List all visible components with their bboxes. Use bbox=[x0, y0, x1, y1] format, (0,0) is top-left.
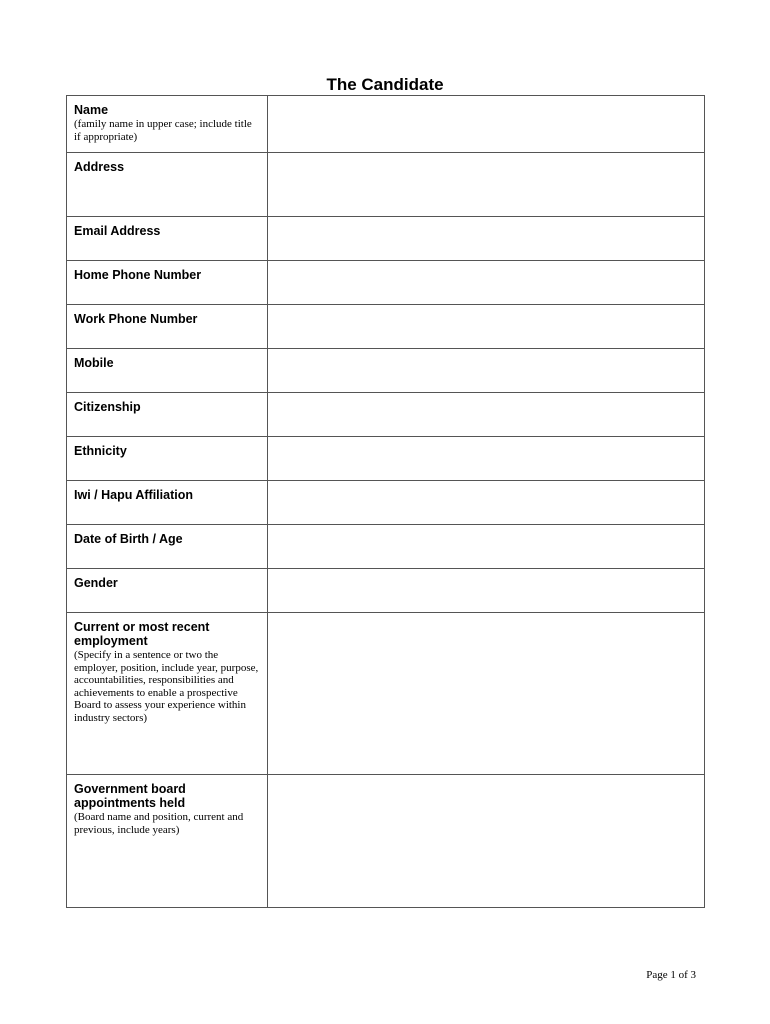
work-phone-label-cell bbox=[67, 305, 268, 349]
row-work-phone bbox=[67, 305, 705, 349]
field-label: Mobile bbox=[74, 356, 114, 370]
row-employment bbox=[67, 613, 705, 775]
gender-input-cell[interactable] bbox=[268, 569, 705, 613]
page-title: The Candidate bbox=[326, 75, 444, 94]
email-label-cell bbox=[67, 217, 268, 261]
row-address bbox=[67, 153, 705, 217]
field-label: Iwi / Hapu Affiliation bbox=[74, 488, 193, 502]
iwi-hapu-input-cell[interactable] bbox=[268, 481, 705, 525]
field-label: Work Phone Number bbox=[74, 312, 198, 326]
field-label: Government board appointments held bbox=[74, 782, 186, 810]
citizenship-input-cell[interactable] bbox=[268, 393, 705, 437]
field-label: Home Phone Number bbox=[74, 268, 202, 282]
date-of-birth-input-cell[interactable] bbox=[268, 525, 705, 569]
field-label: Name bbox=[74, 103, 109, 117]
field-label: Email Address bbox=[74, 224, 161, 238]
row-iwi-hapu bbox=[67, 481, 705, 525]
home-phone-input-cell[interactable] bbox=[268, 261, 705, 305]
field-label: Ethnicity bbox=[74, 444, 127, 458]
address-input-cell[interactable] bbox=[268, 153, 705, 217]
field-hint: (Board name and position, current and previous, include years) bbox=[74, 811, 244, 836]
board-appointments-input-cell[interactable] bbox=[268, 775, 705, 908]
address-label-cell bbox=[67, 153, 268, 217]
row-name bbox=[67, 96, 705, 153]
row-mobile bbox=[67, 349, 705, 393]
mobile-input-cell[interactable] bbox=[268, 349, 705, 393]
gender-label-cell bbox=[67, 569, 268, 613]
row-gender bbox=[67, 569, 705, 613]
row-home-phone bbox=[67, 261, 705, 305]
email-input-cell[interactable] bbox=[268, 217, 705, 261]
ethnicity-label-cell bbox=[67, 437, 268, 481]
date-of-birth-label-cell bbox=[67, 525, 268, 569]
field-hint: (Specify in a sentence or two the employer, position, include year, purpose, accountabilities, responsibilities and achievements to enable a prospective Board to assess your experience within industry sectors) bbox=[74, 649, 259, 724]
row-ethnicity bbox=[67, 437, 705, 481]
name-input-cell[interactable] bbox=[268, 96, 705, 153]
ethnicity-input-cell[interactable] bbox=[268, 437, 705, 481]
employment-label-cell bbox=[67, 613, 268, 775]
name-label-cell bbox=[67, 96, 268, 153]
work-phone-input-cell[interactable] bbox=[268, 305, 705, 349]
row-email bbox=[67, 217, 705, 261]
page-number: Page 1 of 3 bbox=[646, 969, 696, 981]
iwi-hapu-label-cell bbox=[67, 481, 268, 525]
field-label: Gender bbox=[74, 576, 118, 590]
candidate-form-table bbox=[66, 95, 705, 908]
employment-input-cell[interactable] bbox=[268, 613, 705, 775]
field-label: Current or most recent employment bbox=[74, 620, 210, 648]
row-board-appointments bbox=[67, 775, 705, 908]
citizenship-label-cell bbox=[67, 393, 268, 437]
board-appointments-label-cell bbox=[67, 775, 268, 908]
field-label: Date of Birth / Age bbox=[74, 532, 183, 546]
home-phone-label-cell bbox=[67, 261, 268, 305]
mobile-label-cell bbox=[67, 349, 268, 393]
field-label: Address bbox=[74, 160, 125, 174]
field-hint: (family name in upper case; include title if appropriate) bbox=[74, 118, 252, 143]
field-label: Citizenship bbox=[74, 400, 141, 414]
row-citizenship bbox=[67, 393, 705, 437]
row-date-of-birth bbox=[67, 525, 705, 569]
